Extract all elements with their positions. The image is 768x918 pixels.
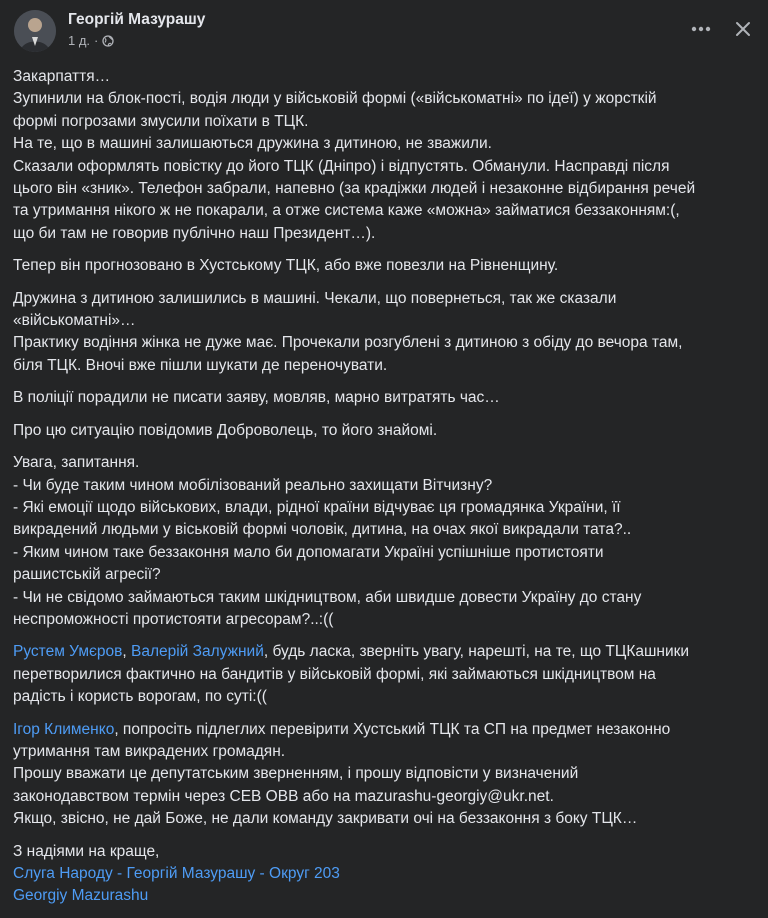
paragraph-questions: [13, 452, 753, 631]
text-line: Дружина з дитиною залишились в машині. Чекали, що повернеться, так же сказали: [13, 289, 617, 307]
text-line: [13, 641, 753, 663]
globe-icon[interactable]: [102, 35, 114, 47]
text-line: - Чи не свідомо займаються таким шкідництвом, аби швидше довести Україну до стану: [13, 588, 642, 606]
text-line: Про цю ситуацію повідомив Доброволець, то його знайомі.: [13, 421, 438, 439]
text-line: - Чи буде таким чином мобілізований реально захищати Вітчизну?: [13, 476, 493, 494]
paragraph-signature: [13, 841, 753, 908]
mention-link[interactable]: Валерій Залужний: [131, 643, 264, 661]
post-header: [0, 0, 768, 60]
text-line: неспроможності протистояти агресорам?..:((: [13, 610, 334, 628]
text-line: Тепер він прогнозовано в Хустському ТЦК, або вже повезли на Рівненщину.: [13, 257, 559, 275]
text-line: та утримання нікого ж не покарали, а отже система каже «можна» займатися беззаконням:(,: [13, 202, 680, 220]
text-fragment: ,: [122, 643, 131, 661]
meta-separator: ·: [94, 33, 99, 48]
paragraph-family: [13, 288, 753, 378]
paragraph-appeal-ministers: [13, 641, 753, 708]
text-line: радість і користь ворогам, по суті:((: [13, 688, 267, 706]
mention-link[interactable]: Рустем Умєров: [13, 643, 123, 661]
close-button[interactable]: [728, 14, 758, 44]
paragraph-location: [13, 255, 753, 277]
avatar[interactable]: [14, 10, 56, 52]
post-body: [13, 66, 753, 918]
post-meta: [68, 33, 114, 48]
author-name[interactable]: Георгій Мазурашу: [68, 11, 206, 28]
text-line: - Які емоції щодо військових, влади, рідної країни відчуває ця громадянка України, її: [13, 498, 621, 516]
close-icon: [735, 21, 751, 37]
text-line: - Яким чином таке беззаконня мало би допомагати Україні успішніше протистояти: [13, 543, 604, 561]
text-line: [13, 885, 753, 907]
text-line: цього він «зник». Телефон забрали, напевно (за крадіжки людей і незаконне відбирання речей: [13, 180, 696, 198]
text-line: перетворилися фактично на бандитів у військовій формі, які займаються шкідництвом на: [13, 665, 656, 683]
text-line: Закарпаття…: [13, 68, 111, 85]
more-horizontal-icon: [691, 26, 711, 32]
text-fragment: , будь ласка, зверніть увагу, нарешті, на те, що ТЦКашники: [263, 643, 690, 661]
text-line: [13, 863, 753, 885]
mention-link[interactable]: Слуга Народу - Георгій Мазурашу - Округ 203: [13, 865, 340, 882]
text-line: Увага, запитання.: [13, 454, 140, 472]
text-line: Якщо, звісно, не дай Боже, не дали команду закривати очі на беззаконня з боку ТЦК…: [13, 810, 638, 828]
mention-link[interactable]: Georgiy Mazurashu: [13, 887, 149, 905]
mention-link[interactable]: Ігор Клименко: [13, 720, 115, 738]
text-line: що би там не говорив публічно наш Президент…).: [13, 224, 376, 242]
paragraph-story: [13, 66, 753, 245]
text-line: утримання там викрадених громадян.: [13, 742, 286, 760]
paragraph-police: [13, 387, 753, 409]
text-line: З надіями на краще,: [13, 842, 160, 860]
person-photo-icon: [14, 10, 56, 52]
text-line: Прошу вважати це депутатським зверненням, і прошу відповісти у визначений: [13, 765, 579, 783]
more-options-button[interactable]: [686, 14, 716, 44]
paragraph-appeal-police: [13, 719, 753, 831]
post-time[interactable]: 1 д.: [68, 33, 91, 48]
text-line: Практику водіння жінка не дуже має. Прочекали розгублені з дитиною з обіду до вечора там,: [13, 334, 683, 352]
text-line: [13, 719, 753, 741]
text-line: «військоматні»…: [13, 312, 136, 330]
text-line: Сказали оформлять повістку до його ТЦК (Дніпро) і відпустять. Обманули. Насправді після: [13, 157, 670, 175]
text-fragment: , попросіть підлеглих перевірити Хустський ТЦК та СП на предмет незаконно: [114, 720, 671, 738]
text-line: В поліції порадили не писати заяву, мовляв, марно витратять час…: [13, 389, 500, 407]
text-line: законодавством термін через СЕВ ОВВ або на mazurashu-georgiy@ukr.net.: [13, 787, 554, 805]
text-line: викрадений людьми у віськовій формі чоловік, дитина, на очах якої викрадали тата?..: [13, 521, 632, 539]
text-line: Зупинили на блок-пості, водія люди у військовій формі («військоматні» по ідеї) у жорсткій: [13, 90, 657, 108]
text-line: біля ТЦК. Вночі вже пішли шукати де переночувати.: [13, 356, 388, 374]
text-line: рашистській агресії?: [13, 566, 161, 584]
text-line: формі погрозами змусили поїхати в ТЦК.: [13, 112, 309, 130]
text-line: На те, що в машині залишаються дружина з дитиною, не зважили.: [13, 135, 492, 153]
paragraph-source: [13, 420, 753, 442]
